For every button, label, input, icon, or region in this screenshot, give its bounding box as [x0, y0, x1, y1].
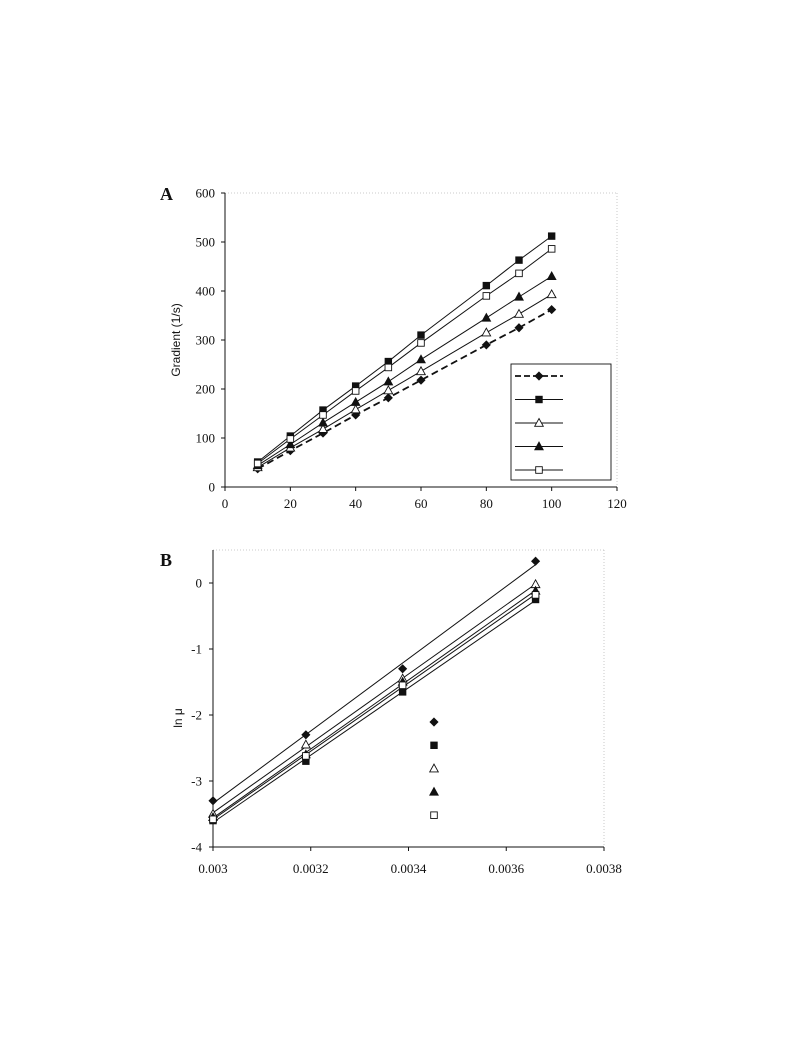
panel-b-y-tick-label: -2	[191, 707, 202, 723]
panel-a-series-line	[258, 236, 552, 462]
panel-b-data-point	[399, 689, 406, 696]
panel-a-data-point	[547, 290, 556, 298]
panel-b-data-point	[210, 816, 217, 823]
panel-a-x-tick-label: 20	[283, 496, 297, 511]
panel-b-y-axis-title: ln μ	[171, 708, 185, 728]
panel-a-data-point	[385, 364, 392, 371]
panel-b-legend-marker	[430, 787, 439, 795]
panel-a-data-point	[547, 272, 556, 280]
panel-a-data-point	[482, 313, 491, 321]
panel-a-data-point	[515, 292, 524, 300]
panel-a-data-point	[384, 394, 392, 402]
panel-a-y-tick-label: 400	[195, 283, 215, 299]
panel-a-data-point	[483, 293, 490, 300]
panel-a-x-tick-label: 60	[414, 496, 428, 511]
panel-a-y-tick-label: 300	[195, 332, 215, 348]
panel-a-y-tick-label: 500	[195, 234, 215, 250]
panel-a-data-point	[417, 355, 426, 363]
panel-b-y-tick-label: -4	[191, 839, 202, 855]
panel-a-data-point	[352, 388, 359, 395]
panel-a-data-point	[418, 332, 425, 339]
panel-b-x-tick-label: 0.0034	[390, 861, 427, 876]
panel-b-legend-marker	[431, 812, 438, 819]
panel-b-data-point	[399, 682, 406, 689]
panel-b-y-tick-label: 0	[195, 575, 202, 591]
panel-a-x-tick-label: 0	[221, 496, 229, 511]
panel-a-data-point	[515, 310, 524, 318]
panel-b-data-point	[209, 797, 217, 805]
panel-a-data-point	[320, 412, 327, 419]
panel-a-y-tick-label: 200	[195, 381, 215, 397]
panel-b-data-point	[532, 557, 540, 565]
panel-a-x-tick-label: 100	[541, 496, 562, 511]
panel-a-data-point	[515, 324, 523, 332]
panel-a-legend-marker	[536, 467, 543, 474]
panel-a-data-point	[516, 270, 523, 277]
panel-b-legend-marker	[430, 764, 439, 772]
panel-b-fit-line	[213, 590, 536, 818]
panel-a-y-tick-label: 100	[195, 430, 215, 446]
panel-a-x-tick-label: 120	[607, 496, 627, 511]
panel-b-fit-line	[213, 600, 536, 822]
panel-b-legend-marker	[431, 742, 438, 749]
panel-b-y-tick-label: -3	[191, 773, 202, 789]
panel-b-fit-line	[213, 584, 536, 813]
panel-a-y-tick-label: 0	[208, 479, 215, 495]
panel-a-data-point	[384, 386, 393, 394]
panel-a-legend-box	[511, 364, 611, 480]
panel-a-y-tick-label: 600	[195, 185, 215, 201]
panel-b-legend-marker	[430, 718, 438, 726]
panel-a-data-point	[417, 376, 425, 384]
panel-a-data-point	[516, 257, 523, 264]
panel-b-x-tick-label: 0.0036	[488, 861, 525, 876]
panel-b-data-point	[303, 753, 310, 760]
panel-b-fit-line	[213, 565, 536, 804]
panel-b-chart	[160, 550, 622, 876]
panel-a-x-tick-label: 80	[479, 496, 493, 511]
panel-a-data-point	[351, 398, 360, 406]
panel-a-data-point	[417, 367, 426, 375]
panel-a-data-point	[548, 246, 555, 253]
panel-a-data-point	[351, 405, 360, 413]
panel-b-x-tick-label: 0.0032	[292, 861, 329, 876]
panel-b-data-point	[399, 665, 407, 673]
panel-a-series-line	[258, 249, 552, 464]
panel-a-data-point	[384, 377, 393, 385]
panel-b-x-tick-label: 0.003	[198, 861, 228, 876]
panel-a-y-axis-title: Gradient (1/s)	[169, 303, 183, 377]
panel-a-data-point	[483, 282, 490, 289]
panel-a-data-point	[548, 233, 555, 240]
panel-b-letter: B	[160, 550, 173, 570]
panel-b-y-tick-label: -1	[191, 641, 202, 657]
panel-b-data-point	[532, 592, 539, 599]
panel-a-data-point	[319, 418, 328, 426]
panel-a-data-point	[482, 341, 490, 349]
panel-a-series-line	[258, 294, 552, 467]
panel-a-data-point	[418, 340, 425, 347]
panel-a-data-point	[254, 460, 261, 467]
panel-a-x-tick-label: 40	[349, 496, 363, 511]
panel-a-data-point	[548, 306, 556, 314]
panel-b-x-tick-label: 0.0038	[586, 861, 622, 876]
panel-a-series-line	[258, 276, 552, 465]
panel-a-letter: A	[160, 184, 173, 204]
panel-a-series-line	[258, 310, 552, 469]
panel-a-data-point	[482, 328, 491, 336]
panel-a-legend-marker	[536, 396, 543, 403]
panel-a-chart	[160, 184, 627, 511]
panel-b-fit-line	[213, 594, 536, 819]
panel-a-data-point	[287, 436, 294, 443]
